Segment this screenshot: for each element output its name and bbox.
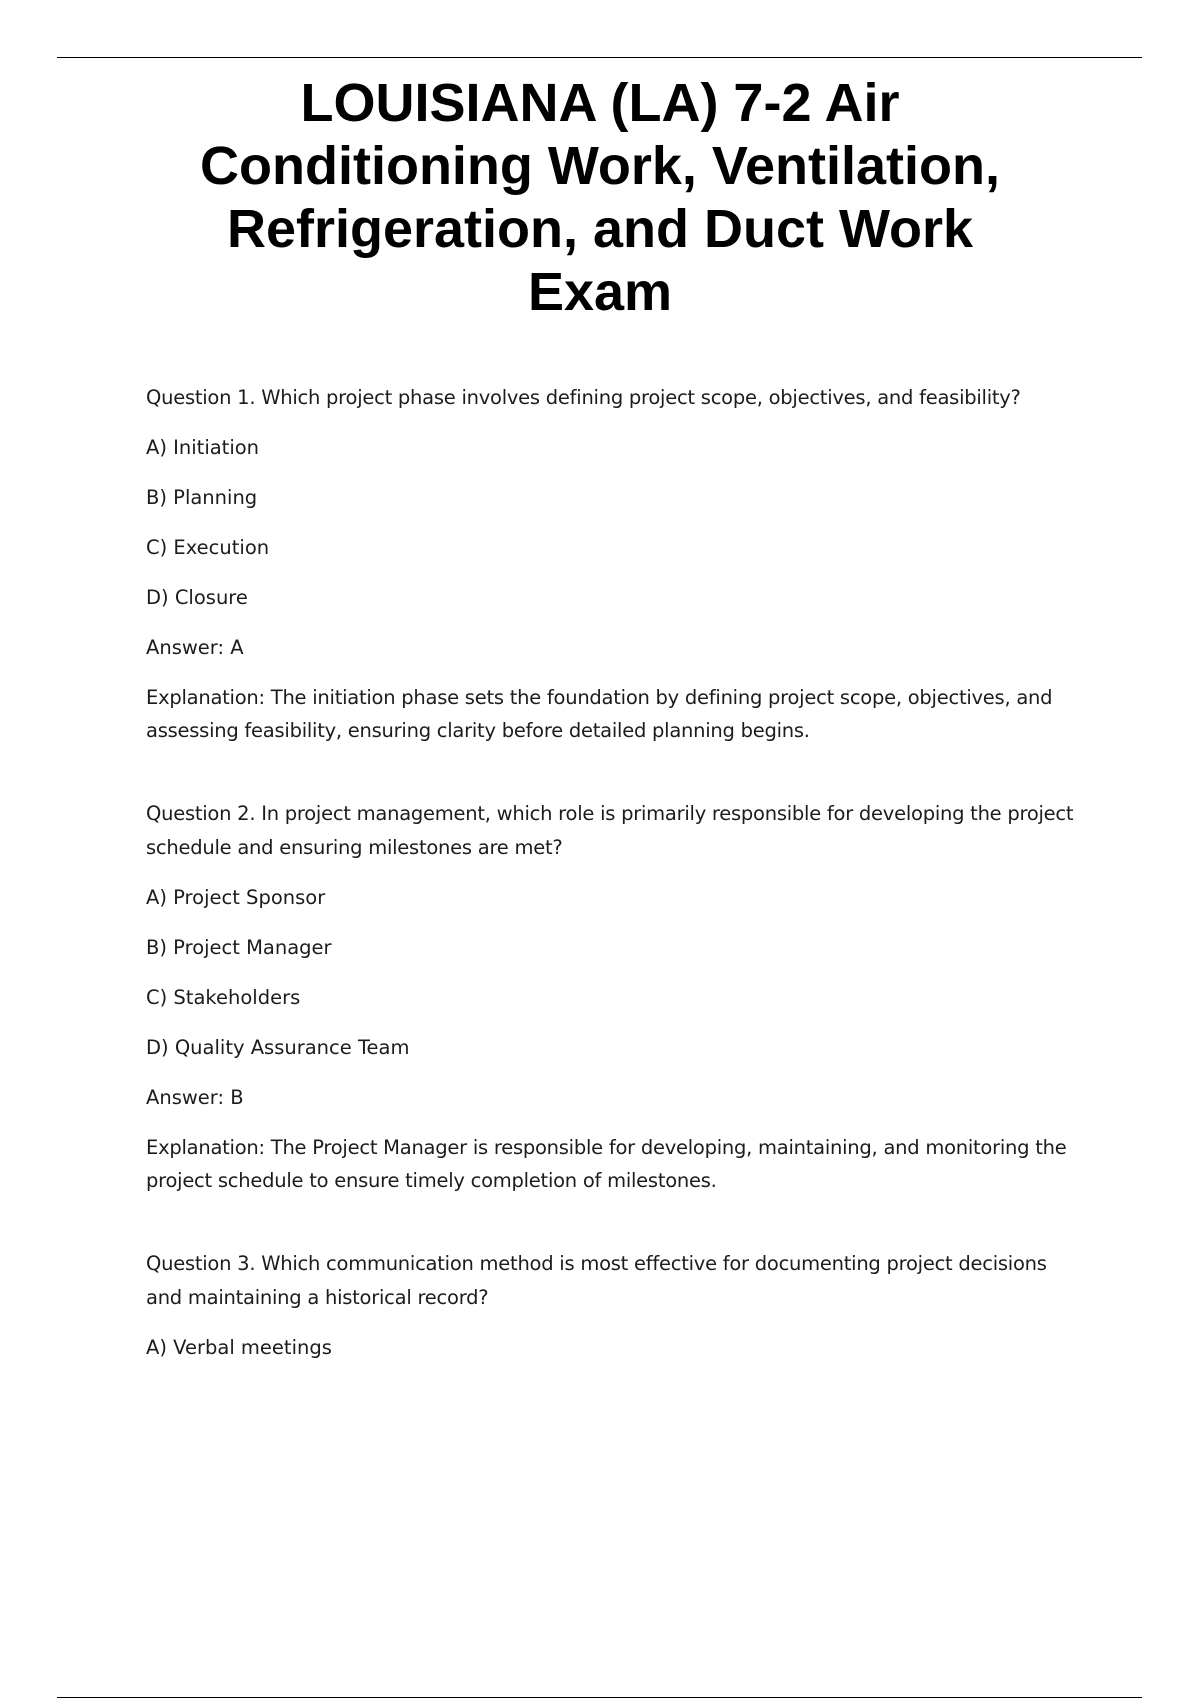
answer-option: A) Initiation xyxy=(146,436,260,459)
exam-content xyxy=(146,381,1086,1414)
title-line: Conditioning Work, Ventilation, xyxy=(200,136,1000,196)
question-prompt: Question 2. In project management, which role is primarily responsible for developing the project schedule and ensuring milestones are met? xyxy=(146,802,1074,859)
answer-explanation: Explanation: The initiation phase sets the foundation by defining project scope, objectives, and assessing feasibility, ensuring clarity before detailed planning begins. xyxy=(146,686,1053,742)
title-line: Refrigeration, and Duct Work xyxy=(226,199,974,259)
answer-option: C) Execution xyxy=(146,536,270,559)
top-rule xyxy=(57,57,1142,58)
question-prompt: Question 1. Which project phase involves defining project scope, objectives, and feasibility? xyxy=(146,386,1021,409)
question-2 xyxy=(146,797,1086,1197)
title-line: LOUISIANA (LA) 7-2 Air xyxy=(300,73,900,133)
document-title xyxy=(0,72,1200,324)
answer-option: D) Quality Assurance Team xyxy=(146,1036,410,1059)
answer-option: B) Planning xyxy=(146,486,258,509)
bottom-rule xyxy=(57,1697,1142,1698)
answer-option: A) Project Sponsor xyxy=(146,886,326,909)
question-3 xyxy=(146,1247,1086,1364)
question-1 xyxy=(146,381,1086,747)
correct-answer: Answer: B xyxy=(146,1086,244,1109)
answer-option: D) Closure xyxy=(146,586,248,609)
answer-option: B) Project Manager xyxy=(146,936,332,959)
title-line: Exam xyxy=(527,262,673,322)
answer-option: A) Verbal meetings xyxy=(146,1336,332,1359)
answer-explanation: Explanation: The Project Manager is responsible for developing, maintaining, and monitoring the project schedule to ensure timely completion of milestones. xyxy=(146,1136,1067,1192)
correct-answer: Answer: A xyxy=(146,636,244,659)
answer-option: C) Stakeholders xyxy=(146,986,301,1009)
question-prompt: Question 3. Which communication method is most effective for documenting project decisions and maintaining a historical record? xyxy=(146,1252,1047,1309)
